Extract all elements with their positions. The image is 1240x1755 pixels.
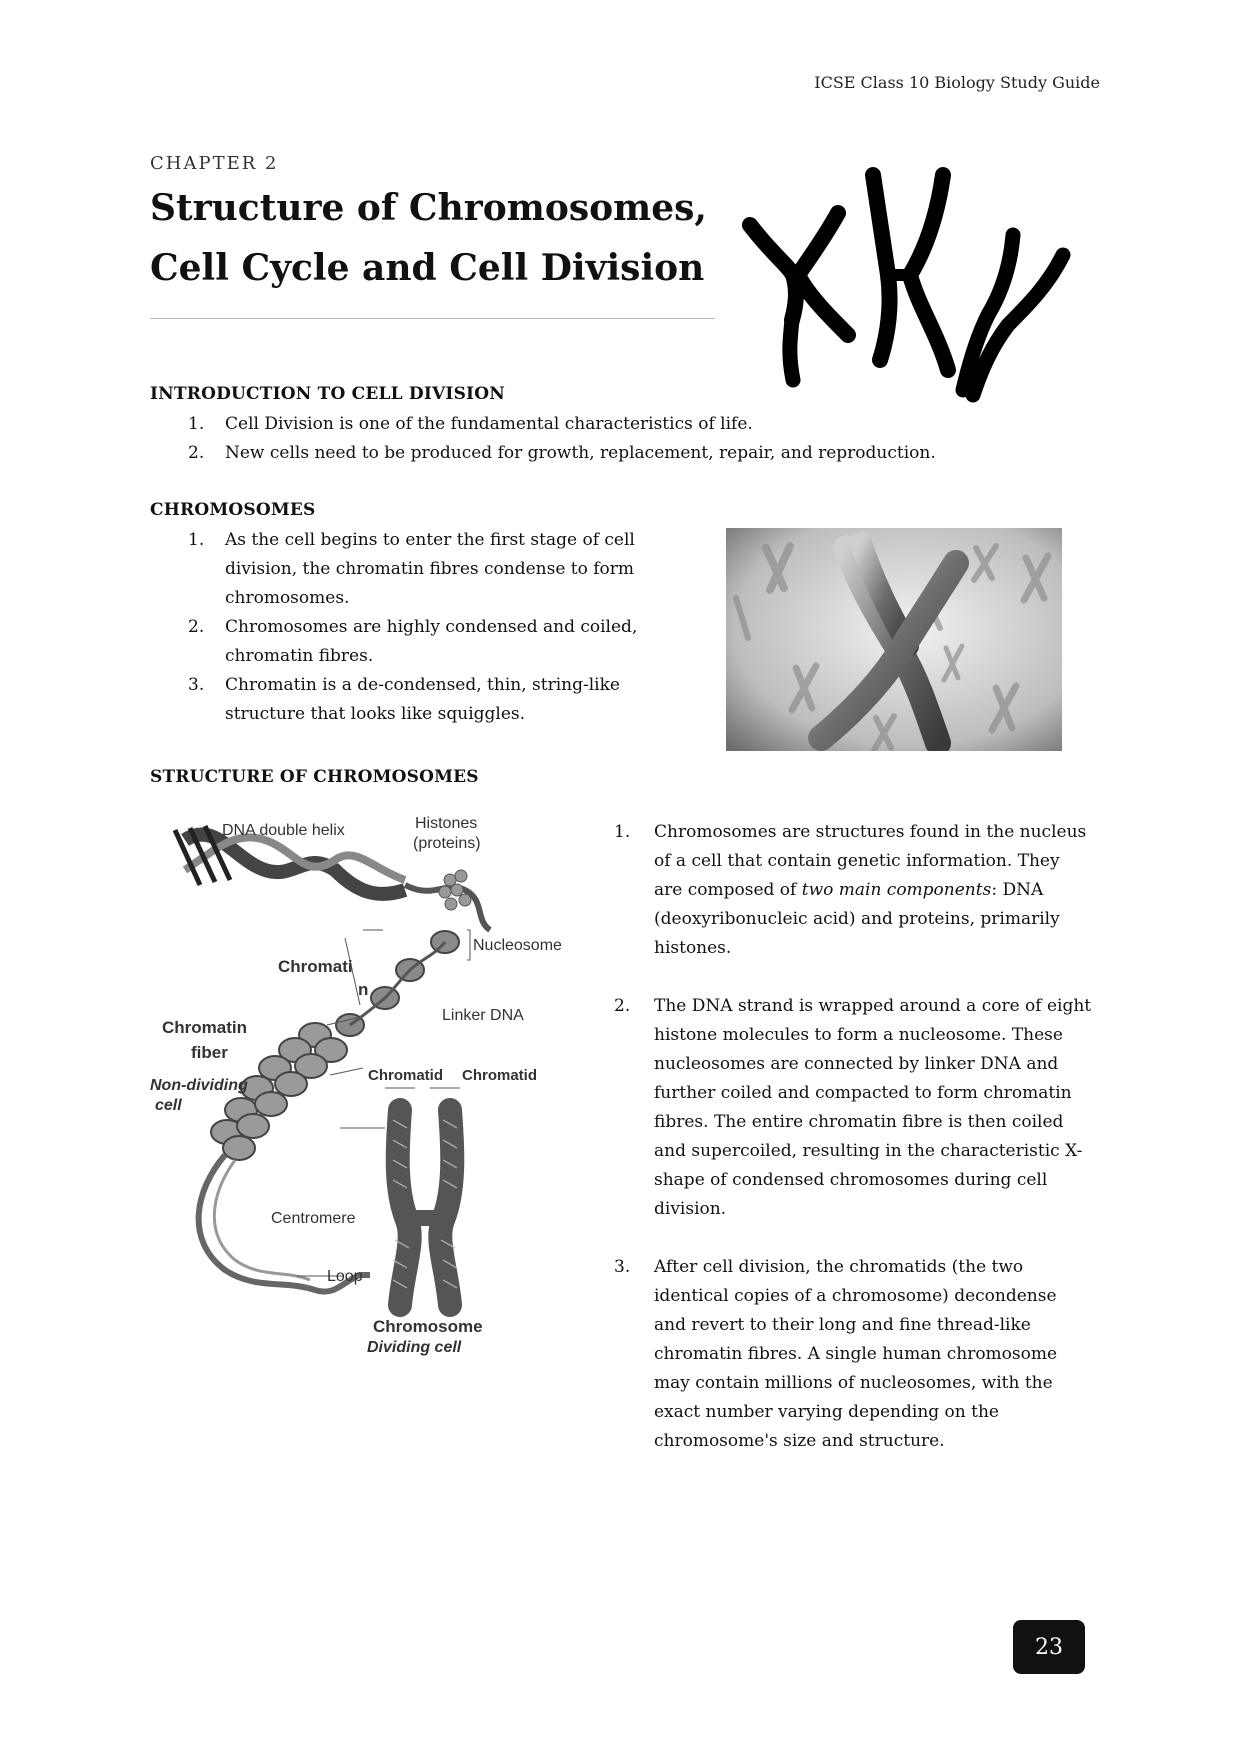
label-dna-double-helix: DNA double helix <box>222 822 345 839</box>
structure-list <box>612 818 1092 1485</box>
chromosome-structure-diagram <box>145 810 585 1370</box>
list-number: 2. <box>188 617 205 637</box>
label-non-dividing: Non-dividing <box>150 1077 248 1094</box>
title-divider <box>150 318 715 319</box>
label-chromatid-left: Chromatid <box>368 1067 443 1084</box>
list-text: Chromosomes are highly condensed and coiled, chromatin fibres. <box>225 617 638 666</box>
label-dividing-cell: Dividing cell <box>367 1339 462 1356</box>
list-number: 1. <box>188 414 205 434</box>
page-number: 23 <box>1013 1620 1085 1674</box>
label-chromatin-fiber-2: fiber <box>191 1043 228 1062</box>
label-non-dividing-cell: cell <box>155 1097 182 1114</box>
list-number: 1. <box>614 822 631 842</box>
list-item <box>612 1253 1092 1456</box>
chromosome-photo <box>726 528 1062 751</box>
list-text: New cells need to be produced for growth, replacement, repair, and reproduction. <box>225 443 936 463</box>
list-item <box>150 613 690 671</box>
chapter-label: CHAPTER 2 <box>150 153 279 174</box>
condensed-chromosome <box>398 1110 453 1305</box>
label-centromere: Centromere <box>271 1210 356 1227</box>
list-number: 3. <box>188 675 205 695</box>
chapter-title: Structure of Chromosomes, Cell Cycle and Cell Division <box>150 187 707 289</box>
list-item <box>150 410 1050 439</box>
list-item <box>612 992 1092 1224</box>
chromosomes-heading: CHROMOSOMES <box>150 500 316 520</box>
list-text: Chromosomes are structures found in the nucleus of a cell that contain genetic information. They are composed of two main components: DNA (deoxyribonucleic acid) and proteins, primarily histones. <box>654 822 1087 958</box>
list-text: The DNA strand is wrapped around a core of eight histone molecules to form a nucleosome. These nucleosomes are connected by linker DNA and further coiled and compacted to form chromatin fibres. The entire chromatin fibre is then coiled and supercoiled, resulting in the characteristic X-shape of condensed chromosomes during cell division. <box>654 996 1092 1219</box>
list-item <box>612 818 1092 963</box>
list-item <box>150 671 690 729</box>
label-histones: Histones <box>415 815 478 832</box>
chromosomes-list <box>150 526 690 729</box>
intro-list <box>150 410 1050 468</box>
list-number: 2. <box>188 443 205 463</box>
list-item <box>150 439 1050 468</box>
list-item <box>150 526 690 613</box>
list-text: After cell division, the chromatids (the two identical copies of a chromosome) decondense and revert to their long and fine thread-like chromatin fibres. A single human chromosome may contain millions of nucleosomes, with the exact number varying depending on the chromosome's size and structure. <box>654 1257 1058 1451</box>
label-chromatin: Chromati <box>278 957 353 976</box>
label-nucleosome: Nucleosome <box>473 937 562 954</box>
list-text: As the cell begins to enter the first stage of cell division, the chromatin fibres condense to form chromosomes. <box>225 530 635 608</box>
running-header: ICSE Class 10 Biology Study Guide <box>814 73 1100 92</box>
chromosome-icon <box>738 165 1078 405</box>
list-text: Chromatin is a de-condensed, thin, string-like structure that looks like squiggles. <box>225 675 620 724</box>
label-chromatin-n: n <box>358 980 369 999</box>
intro-heading: INTRODUCTION TO CELL DIVISION <box>150 384 505 404</box>
emphasis: two main components <box>801 880 992 900</box>
list-number: 2. <box>614 996 631 1016</box>
list-number: 3. <box>614 1257 631 1277</box>
label-chromosome: Chromosome <box>373 1317 483 1336</box>
list-text: Cell Division is one of the fundamental characteristics of life. <box>225 414 753 434</box>
label-loop: Loop <box>327 1268 363 1285</box>
label-chromatid-right: Chromatid <box>462 1067 537 1084</box>
list-number: 1. <box>188 530 205 550</box>
label-chromatin-fiber: Chromatin <box>162 1018 247 1037</box>
label-histones-proteins: (proteins) <box>413 835 481 852</box>
structure-heading: STRUCTURE OF CHROMOSOMES <box>150 767 479 787</box>
label-linker-dna: Linker DNA <box>442 1007 524 1024</box>
